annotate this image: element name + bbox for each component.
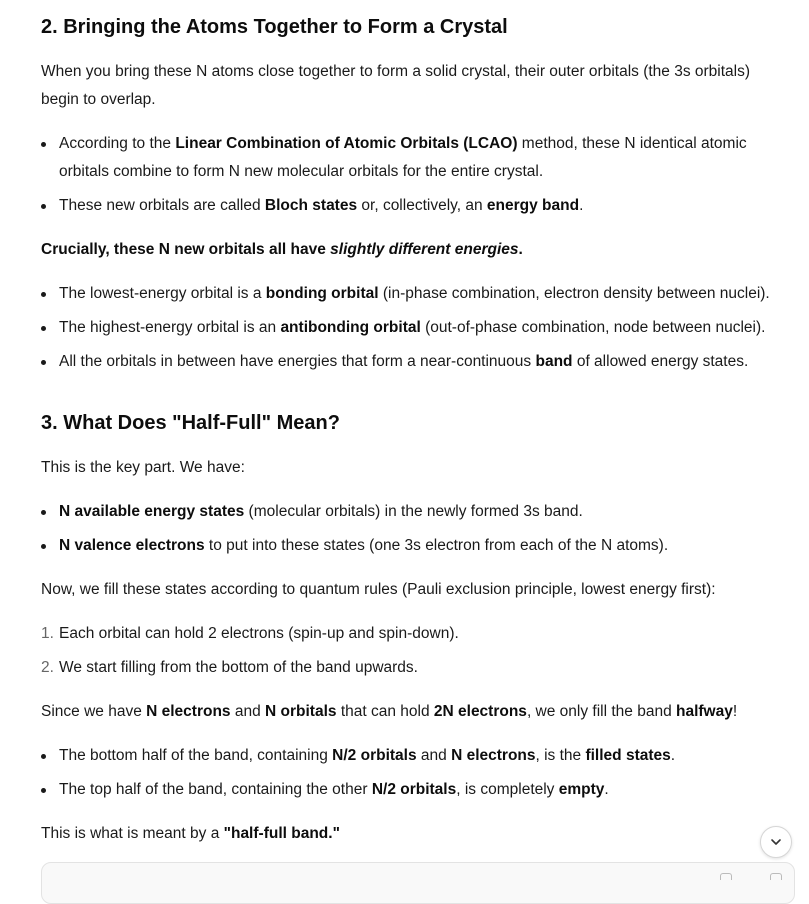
copy-icon[interactable] [720, 873, 732, 880]
chevron-down-icon [769, 835, 783, 849]
list-item: The highest-energy orbital is an antibonding orbital (out-of-phase combination, node between nuclei). [41, 314, 801, 342]
states-electrons-list [41, 498, 801, 560]
edit-icon[interactable] [770, 873, 782, 880]
list-item: The top half of the band, containing the other N/2 orbitals, is completely empty. [41, 776, 801, 804]
halfway-statement: Since we have N electrons and N orbitals that can hold 2N electrons, we only fill the band halfway! [41, 703, 738, 720]
list-item: The lowest-energy orbital is a bonding orbital (in-phase combination, electron density between nuclei). [41, 280, 801, 308]
list-item: 1. Each orbital can hold 2 electrons (spin-up and spin-down). [41, 625, 459, 642]
section-2-intro: When you bring these N atoms close together to form a solid crystal, their outer orbitals (the 3s orbitals) begin to overlap. [41, 63, 751, 108]
list-item: These new orbitals are called Bloch states or, collectively, an energy band. [41, 192, 801, 220]
scroll-down-button[interactable] [760, 826, 792, 858]
next-block-preview [41, 862, 795, 904]
list-item: All the orbitals in between have energies that form a near-continuous band of allowed energy states. [41, 348, 801, 376]
list-item: N available energy states (molecular orbitals) in the newly formed 3s band. [41, 498, 801, 526]
crucial-statement: Crucially, these N new orbitals all have slightly different energies. [41, 241, 523, 258]
section-2-heading: 2. Bringing the Atoms Together to Form a Crystal [41, 16, 508, 38]
fill-steps-list [41, 620, 801, 682]
list-item: N valence electrons to put into these states (one 3s electron from each of the N atoms). [41, 532, 801, 560]
list-item: The bottom half of the band, containing N/2 orbitals and N electrons, is the filled states. [41, 742, 801, 770]
section-3-intro: This is the key part. We have: [41, 459, 245, 476]
lcao-list [41, 130, 801, 220]
closing-statement: This is what is meant by a "half-full band." [41, 825, 340, 842]
half-band-list [41, 742, 801, 804]
block-toolbar [720, 873, 782, 880]
section-3-heading: 3. What Does "Half-Full" Mean? [41, 412, 340, 434]
orbital-energy-list [41, 280, 801, 376]
fill-rules-intro: Now, we fill these states according to quantum rules (Pauli exclusion principle, lowest energy first): [41, 581, 716, 598]
list-item: According to the Linear Combination of Atomic Orbitals (LCAO) method, these N identical atomic orbitals combine to form N new molecular orbitals for the entire crystal. [41, 130, 789, 186]
list-item: 2. We start filling from the bottom of the band upwards. [41, 659, 418, 676]
